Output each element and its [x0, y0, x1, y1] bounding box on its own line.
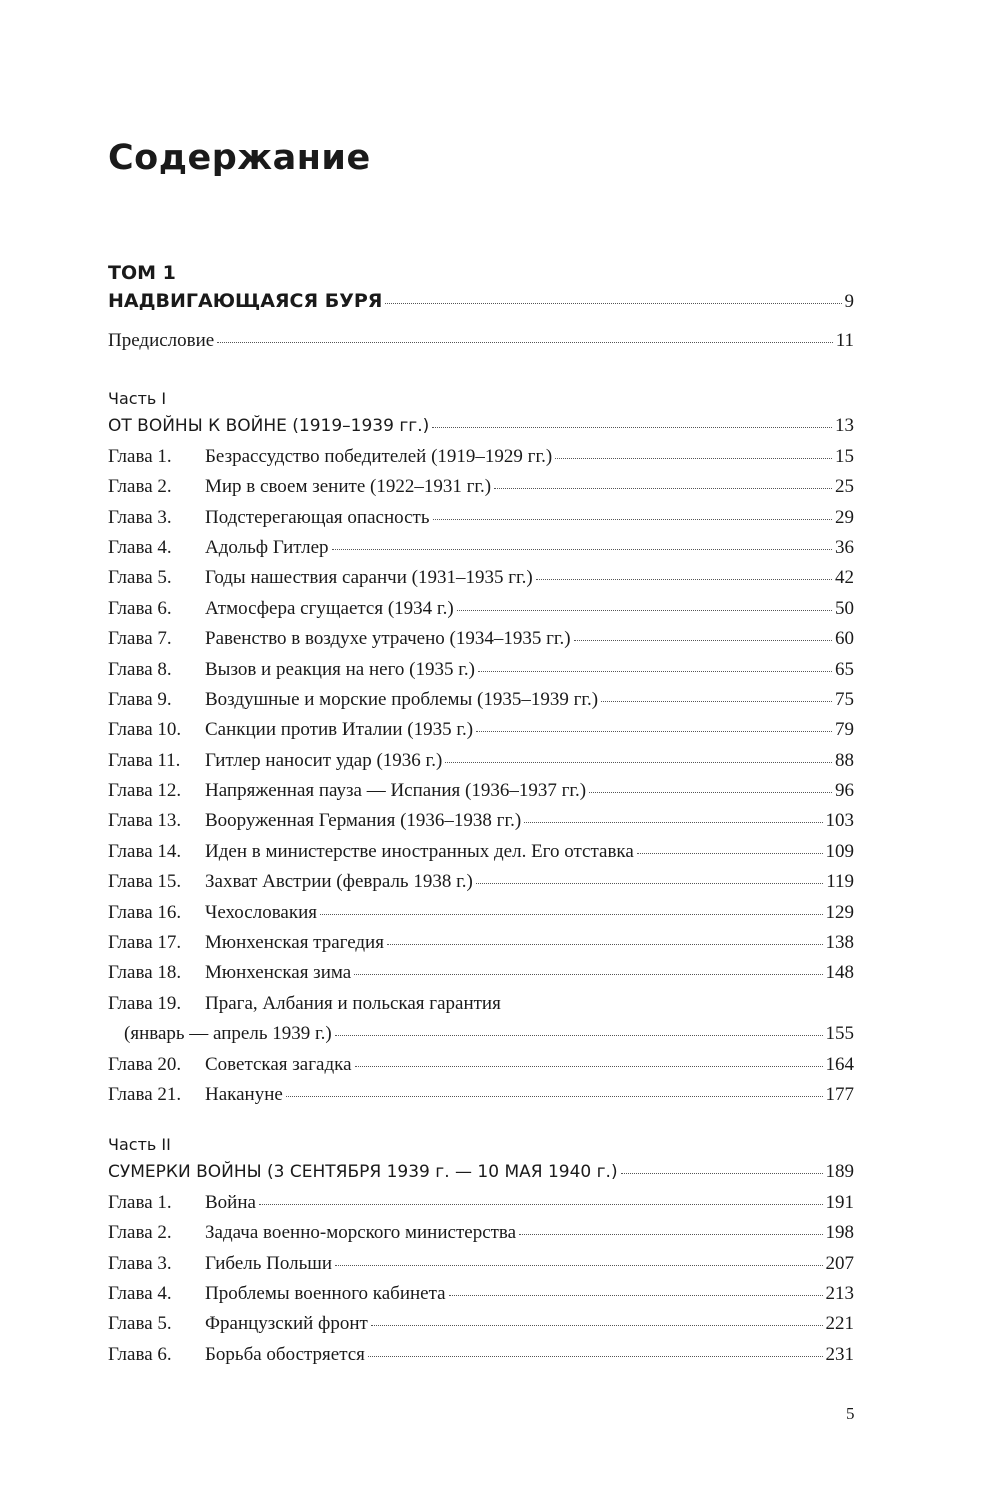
chapter-page: 191: [825, 1191, 854, 1213]
chapter-number: Глава 3.: [108, 1252, 172, 1274]
chapter-number: Глава 5.: [108, 1313, 172, 1335]
chapter-title: Французский фронт: [205, 1313, 368, 1335]
chapter-title: Иден в министерстве иностранных дел. Его отставка: [205, 840, 634, 862]
chapter-number: Глава 2.: [108, 476, 172, 498]
chapter-entry: [108, 898, 854, 928]
preface-entry: [108, 326, 854, 356]
part-title: СУМЕРКИ ВОЙНЫ (3 СЕНТЯБРЯ 1939 г. — 10 МАЯ 1940 г.): [108, 1162, 618, 1183]
volume-label: ТОМ 1: [108, 262, 176, 284]
chapter-title: Борьба обостряется: [205, 1343, 365, 1365]
chapter-entry: [108, 1340, 854, 1370]
chapter-number: Глава 7.: [108, 628, 172, 650]
chapter-page: 231: [825, 1343, 854, 1365]
chapter-number: Глава 9.: [108, 688, 172, 710]
chapter-page: 50: [835, 597, 854, 619]
toc-part: [108, 387, 854, 1110]
page-number: 5: [846, 1404, 855, 1423]
chapter-title: Безрассудство победителей (1919–1929 гг.): [205, 445, 553, 467]
dot-leader: [589, 792, 832, 793]
dot-leader: [478, 671, 832, 672]
dot-leader: [519, 1234, 822, 1235]
dot-leader: [476, 883, 823, 884]
chapter-entry: [108, 1050, 854, 1080]
chapter-title: Советская загадка: [205, 1053, 352, 1075]
chapter-number: Глава 16.: [108, 901, 182, 923]
chapter-entry: [108, 533, 854, 563]
chapter-number: Глава 10.: [108, 719, 182, 741]
chapter-number: Глава 1.: [108, 445, 172, 467]
dot-leader: [286, 1096, 823, 1097]
chapter-title: Подстерегающая опасность: [205, 506, 430, 528]
table-of-contents: [108, 0, 854, 1370]
chapter-entry: [108, 715, 854, 745]
chapter-entry: [108, 958, 854, 988]
chapter-number: Глава 2.: [108, 1222, 172, 1244]
chapter-page: 79: [835, 719, 854, 741]
chapter-entry: [108, 1218, 854, 1248]
chapter-page: 88: [835, 749, 854, 771]
chapter-title: Вызов и реакция на него (1935 г.): [205, 658, 475, 680]
chapter-number: Глава 19.: [108, 992, 182, 1014]
chapter-number: Глава 11.: [108, 749, 181, 771]
chapter-page: 29: [835, 506, 854, 528]
part-title-entry: [108, 411, 854, 441]
chapter-entry-continuation: [108, 1019, 854, 1049]
volume-page: 9: [844, 291, 854, 312]
chapter-number: Глава 3.: [108, 506, 172, 528]
chapter-number: Глава 15.: [108, 871, 182, 893]
preface-title: Предисловие: [108, 330, 215, 351]
chapter-entry: [108, 624, 854, 654]
chapter-entry: [108, 928, 854, 958]
chapter-page: 109: [825, 840, 854, 862]
preface-page: 11: [835, 330, 854, 351]
dot-leader: [433, 519, 833, 520]
chapter-entry: [108, 746, 854, 776]
part-label: Часть I: [108, 389, 167, 409]
dot-leader: [320, 914, 823, 915]
chapter-entry: [108, 472, 854, 502]
chapter-entry: [108, 776, 854, 806]
chapter-title: Напряженная пауза — Испания (1936–1937 гг.): [205, 780, 587, 802]
dot-leader: [335, 1035, 823, 1036]
chapter-entry: [108, 1249, 854, 1279]
chapter-page: 207: [825, 1252, 854, 1274]
dot-leader: [476, 731, 832, 732]
chapter-title: Адольф Гитлер: [205, 536, 329, 558]
chapter-number: Глава 14.: [108, 840, 182, 862]
chapter-title: Воздушные и морские проблемы (1935–1939 гг.): [205, 688, 599, 710]
chapter-title: Гибель Польши: [205, 1252, 333, 1274]
chapter-title: Годы нашествия саранчи (1931–1935 гг.): [205, 567, 533, 589]
dot-leader: [368, 1356, 823, 1357]
chapter-title: Атмосфера сгущается (1934 г.): [205, 597, 454, 619]
chapter-title: Чехословакия: [205, 901, 317, 923]
chapter-number: Глава 1.: [108, 1191, 172, 1213]
chapter-number: Глава 13.: [108, 810, 182, 832]
chapter-page: 42: [835, 567, 854, 589]
dot-leader: [536, 579, 832, 580]
chapter-entry: [108, 806, 854, 836]
chapter-page: 155: [825, 1023, 854, 1045]
chapter-page: 138: [825, 932, 854, 954]
chapter-page: 129: [825, 901, 854, 923]
chapter-title: Гитлер наносит удар (1936 г.): [205, 749, 443, 771]
chapter-entry: [108, 594, 854, 624]
chapter-entry: [108, 1188, 854, 1218]
part-title: ОТ ВОЙНЫ К ВОЙНЕ (1919–1939 гг.): [108, 416, 430, 437]
part-title-entry: [108, 1157, 854, 1187]
dot-leader: [335, 1265, 822, 1266]
chapter-number: Глава 21.: [108, 1083, 182, 1105]
chapter-page: 15: [835, 445, 854, 467]
chapter-page: 213: [825, 1282, 854, 1304]
chapter-title: Равенство в воздухе утрачено (1934–1935 гг.): [205, 628, 571, 650]
chapter-title-continuation: (январь — апрель 1939 г.): [124, 1023, 332, 1045]
chapter-page: 96: [835, 780, 854, 802]
chapter-entry: [108, 503, 854, 533]
dot-leader: [555, 458, 832, 459]
chapter-number: Глава 8.: [108, 658, 172, 680]
chapter-page: 177: [825, 1083, 854, 1105]
chapter-title: Проблемы военного кабинета: [205, 1282, 446, 1304]
dot-leader: [371, 1325, 823, 1326]
chapter-number: Глава 17.: [108, 932, 182, 954]
dot-leader: [355, 1066, 823, 1067]
volume-title: НАДВИГАЮЩАЯСЯ БУРЯ: [108, 290, 383, 312]
volume-title-entry: [108, 286, 854, 316]
dot-leader: [217, 342, 832, 343]
chapter-entry: [108, 442, 854, 472]
chapter-entry: [108, 1279, 854, 1309]
chapter-page: 164: [825, 1053, 854, 1075]
chapter-page: 119: [826, 871, 854, 893]
chapter-page: 36: [835, 536, 854, 558]
chapter-entry: [108, 563, 854, 593]
dot-leader: [385, 303, 841, 304]
dot-leader: [574, 640, 832, 641]
parts-list: [108, 387, 854, 1370]
chapter-number: Глава 6.: [108, 1343, 172, 1365]
chapter-number: Глава 5.: [108, 567, 172, 589]
dot-leader: [354, 974, 822, 975]
chapter-entry: [108, 685, 854, 715]
chapter-title: Мюнхенская зима: [205, 962, 352, 984]
chapter-title: Вооруженная Германия (1936–1938 гг.): [205, 810, 522, 832]
part-page: 13: [835, 415, 854, 437]
dot-leader: [457, 610, 832, 611]
dot-leader: [332, 549, 832, 550]
chapter-page: 60: [835, 628, 854, 650]
chapter-entry: [108, 1080, 854, 1110]
chapter-number: Глава 20.: [108, 1053, 182, 1075]
dot-leader: [621, 1173, 823, 1174]
chapter-number: Глава 6.: [108, 597, 172, 619]
chapter-title: Захват Австрии (февраль 1938 г.): [205, 871, 473, 893]
chapter-entry: [108, 655, 854, 685]
dot-leader: [387, 944, 823, 945]
chapter-page: 103: [825, 810, 854, 832]
chapter-entry: [108, 989, 854, 1019]
chapter-title: Накануне: [205, 1083, 283, 1105]
page-title: Содержание: [108, 138, 371, 178]
dot-leader: [524, 822, 822, 823]
dot-leader: [445, 762, 832, 763]
chapter-title: Мир в своем зените (1922–1931 гг.): [205, 476, 492, 498]
chapter-title: Задача военно-морского министерства: [205, 1222, 517, 1244]
chapter-entry: [108, 1309, 854, 1339]
part-label: Часть II: [108, 1135, 171, 1155]
chapter-number: Глава 4.: [108, 1282, 172, 1304]
dot-leader: [601, 701, 832, 702]
chapter-page: 198: [825, 1222, 854, 1244]
dot-leader: [432, 427, 832, 428]
toc-part: [108, 1133, 854, 1370]
dot-leader: [449, 1295, 823, 1296]
chapter-page: 65: [835, 658, 854, 680]
chapter-number: Глава 12.: [108, 780, 182, 802]
part-page: 189: [825, 1161, 854, 1183]
chapter-entry: [108, 837, 854, 867]
chapter-number: Глава 18.: [108, 962, 182, 984]
chapter-title: Прага, Албания и польская гарантия: [205, 992, 501, 1014]
chapter-title: Санкции против Италии (1935 г.): [205, 719, 474, 741]
chapter-title: Мюнхенская трагедия: [205, 932, 384, 954]
chapter-entry: [108, 867, 854, 897]
dot-leader: [637, 853, 823, 854]
chapter-page: 221: [825, 1313, 854, 1335]
chapter-title: Война: [205, 1191, 256, 1213]
chapter-number: Глава 4.: [108, 536, 172, 558]
chapter-page: 25: [835, 476, 854, 498]
dot-leader: [494, 488, 832, 489]
dot-leader: [259, 1204, 823, 1205]
chapter-page: 75: [835, 688, 854, 710]
chapter-page: 148: [825, 962, 854, 984]
